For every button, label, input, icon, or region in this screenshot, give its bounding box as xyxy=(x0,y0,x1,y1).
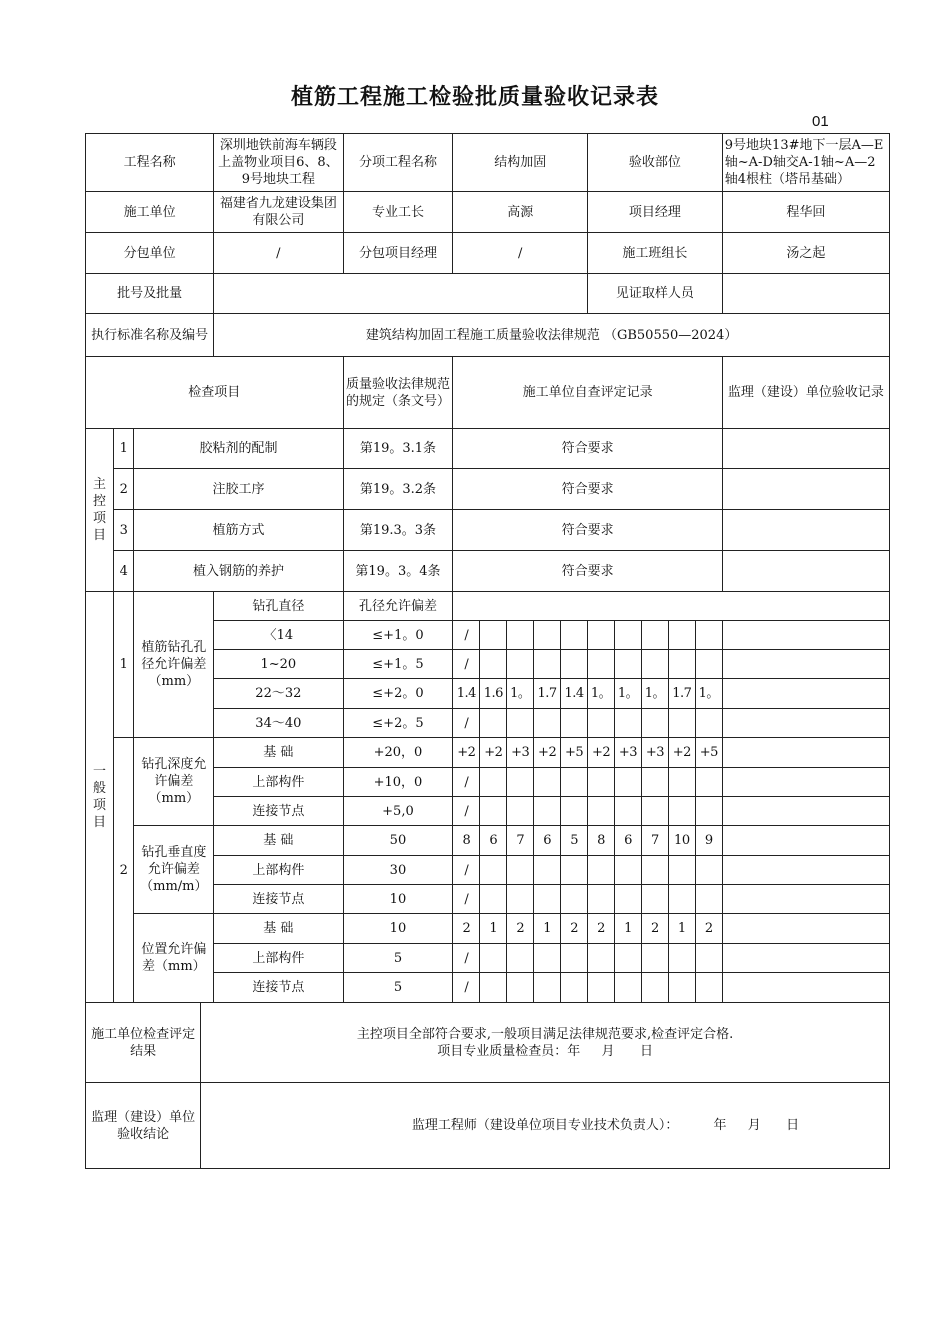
verticality-tolerance: 10 xyxy=(343,885,453,914)
general-item-supervision xyxy=(722,944,889,973)
diameter-range: 22～32 xyxy=(214,679,343,709)
general-item-supervision xyxy=(722,768,889,797)
acceptance-part-value: 9号地块13#地下一层A—E轴~A-D轴交A-1轴~A—2轴4根柱（塔吊基础） xyxy=(722,134,889,192)
measurement-value-cell: 1 xyxy=(615,914,642,944)
col-header-supervision: 监理（建设）单位验收记录 xyxy=(722,357,889,429)
project-name-value: 深圳地铁前海车辆段上盖物业项目6、8、9号地块工程 xyxy=(214,134,343,192)
measurement-value-cell xyxy=(588,973,615,1003)
measurement-value-cell xyxy=(561,650,588,679)
main-control-label: 主控项目 xyxy=(86,429,114,592)
measurement-value-cell xyxy=(641,709,668,738)
measurement-value-cell xyxy=(534,621,561,650)
general-item-supervision xyxy=(722,679,889,709)
measurement-value-cell xyxy=(588,856,615,885)
sub-unit-label: 分包单位 xyxy=(86,233,214,274)
measurement-value-cell: 1。 xyxy=(615,679,642,709)
position-tolerance: 10 xyxy=(343,914,453,944)
diameter-header-blank xyxy=(453,592,890,621)
col-header-self-check: 施工单位自查评定记录 xyxy=(453,357,722,429)
measurement-value-cell xyxy=(588,944,615,973)
measurement-value-cell xyxy=(480,650,507,679)
measurement-value-cell xyxy=(641,621,668,650)
measurement-value-cell xyxy=(480,621,507,650)
measurement-value-cell xyxy=(534,797,561,826)
general-item-supervision xyxy=(722,621,889,650)
main-item-name: 注胶工序 xyxy=(134,469,343,510)
measurement-value-cell: 2 xyxy=(695,914,722,944)
measurement-value-cell xyxy=(641,885,668,914)
measurement-value-cell xyxy=(641,797,668,826)
diameter-col1-header: 钻孔直径 xyxy=(214,592,343,621)
measurement-value-cell xyxy=(668,944,695,973)
measurement-value-cell xyxy=(695,621,722,650)
measurement-value-cell: +2 xyxy=(588,738,615,768)
self-check-conclusion xyxy=(201,1003,890,1083)
diameter-tolerance: ≤+2。5 xyxy=(343,709,453,738)
measurement-value-cell xyxy=(615,973,642,1003)
main-item-no: 1 xyxy=(114,429,134,469)
main-item-result: 符合要求 xyxy=(453,551,722,592)
position-tolerance: 5 xyxy=(343,973,453,1003)
verticality-tolerance: 30 xyxy=(343,856,453,885)
measurement-row xyxy=(86,826,890,856)
measurement-value-cell: 1 xyxy=(534,914,561,944)
measurement-value-cell: +2 xyxy=(668,738,695,768)
general-item-supervision xyxy=(722,885,889,914)
measurement-value-cell xyxy=(615,797,642,826)
measurement-value-cell xyxy=(668,885,695,914)
measurement-value-cell: 1.7 xyxy=(534,679,561,709)
general-item-supervision xyxy=(722,738,889,768)
measurement-value-cell xyxy=(561,856,588,885)
measurement-value-cell xyxy=(588,797,615,826)
general-item-supervision xyxy=(722,973,889,1003)
measurement-value-cell xyxy=(695,797,722,826)
measurement-value-cell xyxy=(534,768,561,797)
position-tolerance: 5 xyxy=(343,944,453,973)
sub-unit-value: / xyxy=(214,233,343,274)
measurement-value-cell xyxy=(695,973,722,1003)
verticality-part: 连接节点 xyxy=(214,885,343,914)
measurement-value-cell xyxy=(507,856,534,885)
measurement-value-cell: 2 xyxy=(507,914,534,944)
diameter-tolerance: ≤+1。0 xyxy=(343,621,453,650)
measurement-value-cell xyxy=(534,709,561,738)
diameter-range: 34～40 xyxy=(214,709,343,738)
measurement-value-cell: / xyxy=(453,885,480,914)
measurement-value-cell: / xyxy=(453,973,480,1003)
measurement-value-cell xyxy=(615,768,642,797)
main-item-supervision xyxy=(722,429,889,469)
measurement-value-cell xyxy=(561,768,588,797)
pm-value: 程华回 xyxy=(722,192,889,233)
measurement-value-cell xyxy=(668,650,695,679)
measurement-value-cell: 7 xyxy=(641,826,668,856)
col-header-clause: 质量验收法律规范的规定（条文号） xyxy=(343,357,453,429)
self-check-conclusion-label: 施工单位检查评定结果 xyxy=(86,1003,201,1083)
measurement-value-cell: 1。 xyxy=(641,679,668,709)
main-item-name: 胶粘剂的配制 xyxy=(134,429,343,469)
measurement-value-cell xyxy=(561,944,588,973)
measurement-value-cell xyxy=(480,797,507,826)
measurement-value-cell: / xyxy=(453,768,480,797)
measurement-value-cell: 10 xyxy=(668,826,695,856)
measurement-value-cell: 6 xyxy=(615,826,642,856)
measurement-value-cell: 1。 xyxy=(507,679,534,709)
measurement-value-cell: 6 xyxy=(480,826,507,856)
measurement-value-cell xyxy=(668,621,695,650)
main-item-supervision xyxy=(722,551,889,592)
measurement-value-cell: +3 xyxy=(615,738,642,768)
self-check-text: 主控项目全部符合要求,一般项目满足法律规范要求,检查评定合格. xyxy=(356,1026,734,1042)
measurement-value-cell xyxy=(641,944,668,973)
self-check-signer: 项目专业质量检查员：年 月 日 xyxy=(437,1043,653,1059)
measurement-value-cell xyxy=(507,973,534,1003)
verticality-group-label: 钻孔垂直度允许偏差（mm/m） xyxy=(134,826,214,914)
position-part: 基 础 xyxy=(214,914,343,944)
measurement-value-cell xyxy=(588,621,615,650)
measurement-value-cell xyxy=(534,973,561,1003)
measurement-value-cell xyxy=(507,650,534,679)
measurement-value-cell xyxy=(588,768,615,797)
measurement-value-cell xyxy=(695,709,722,738)
measurement-value-cell: +5 xyxy=(695,738,722,768)
measurement-value-cell: / xyxy=(453,650,480,679)
general-item-supervision xyxy=(722,826,889,856)
measurement-value-cell xyxy=(641,650,668,679)
supervision-conclusion-label: 监理（建设）单位验收结论 xyxy=(86,1083,201,1169)
batch-label: 批号及批量 xyxy=(86,274,214,314)
measurement-value-cell xyxy=(561,621,588,650)
diameter-group-label: 植筋钻孔孔径允许偏差（mm） xyxy=(134,592,214,738)
measurement-value-cell: 1.7 xyxy=(668,679,695,709)
measurement-value-cell: 1.6 xyxy=(480,679,507,709)
measurement-value-cell xyxy=(641,768,668,797)
measurement-value-cell: / xyxy=(453,944,480,973)
main-item-clause: 第19。3.1条 xyxy=(343,429,453,469)
general-item-no: 2 xyxy=(114,738,134,1003)
measurement-value-cell: 1.4 xyxy=(561,679,588,709)
measurement-value-cell: 1.4 xyxy=(453,679,480,709)
measurement-value-cell: 6 xyxy=(534,826,561,856)
measurement-value-cell xyxy=(534,856,561,885)
measurement-value-cell: 2 xyxy=(561,914,588,944)
measurement-value-cell xyxy=(668,797,695,826)
measurement-value-cell xyxy=(507,768,534,797)
main-item-result: 符合要求 xyxy=(453,469,722,510)
main-item-clause: 第19.3。3条 xyxy=(343,510,453,551)
main-item-result: 符合要求 xyxy=(453,429,722,469)
measurement-value-cell: 2 xyxy=(453,914,480,944)
measurement-value-cell xyxy=(615,621,642,650)
general-items-label: 一般项目 xyxy=(86,592,114,1003)
supervision-text: 监理工程师（建设单位项目专业技术负责人）： xyxy=(411,1118,679,1133)
sub-pm-label: 分包项目经理 xyxy=(343,233,453,274)
main-item-no: 3 xyxy=(114,510,134,551)
diameter-range: 〈14 xyxy=(214,621,343,650)
standard-value: 建筑结构加固工程施工质量验收法律规范 （GB50550—2024） xyxy=(214,314,890,357)
measurement-value-cell xyxy=(588,885,615,914)
measurement-value-cell: 2 xyxy=(588,914,615,944)
measurement-value-cell xyxy=(668,768,695,797)
general-item-supervision xyxy=(722,709,889,738)
measurement-value-cell xyxy=(695,650,722,679)
measurement-value-cell xyxy=(668,973,695,1003)
measurement-value-cell: 8 xyxy=(588,826,615,856)
measurement-value-cell xyxy=(695,944,722,973)
measurement-value-cell xyxy=(507,797,534,826)
supervision-conclusion xyxy=(201,1083,890,1169)
batch-value xyxy=(214,274,588,314)
main-item-supervision xyxy=(722,469,889,510)
measurement-value-cell: 1。 xyxy=(695,679,722,709)
measurement-value-cell xyxy=(561,709,588,738)
document-number: 01 xyxy=(812,113,829,130)
witness-value xyxy=(722,274,889,314)
measurement-value-cell xyxy=(534,885,561,914)
measurement-value-cell xyxy=(695,856,722,885)
depth-group-label: 钻孔深度允许偏差（mm） xyxy=(134,738,214,826)
measurement-row xyxy=(86,738,890,768)
general-item-no: 1 xyxy=(114,592,134,738)
position-group-label: 位置允许偏差（mm） xyxy=(134,914,214,1003)
measurement-value-cell xyxy=(480,856,507,885)
sub-pm-value: / xyxy=(453,233,588,274)
measurement-value-cell xyxy=(641,973,668,1003)
measurement-value-cell xyxy=(668,709,695,738)
diameter-range: 1~20 xyxy=(214,650,343,679)
col-header-item: 检查项目 xyxy=(86,357,344,429)
project-name-label: 工程名称 xyxy=(86,134,214,192)
witness-label: 见证取样人员 xyxy=(588,274,723,314)
general-item-supervision xyxy=(722,856,889,885)
measurement-value-cell: 2 xyxy=(641,914,668,944)
measurement-value-cell xyxy=(695,885,722,914)
construction-unit-value: 福建省九龙建设集团有限公司 xyxy=(214,192,343,233)
measurement-value-cell xyxy=(695,768,722,797)
measurement-value-cell: +3 xyxy=(507,738,534,768)
depth-part: 连接节点 xyxy=(214,797,343,826)
position-part: 上部构件 xyxy=(214,944,343,973)
measurement-value-cell: / xyxy=(453,797,480,826)
depth-tolerance: +10，0 xyxy=(343,768,453,797)
diameter-tolerance: ≤+1。5 xyxy=(343,650,453,679)
measurement-value-cell xyxy=(561,797,588,826)
team-leader-value: 汤之起 xyxy=(722,233,889,274)
measurement-value-cell xyxy=(615,885,642,914)
measurement-value-cell xyxy=(588,709,615,738)
subitem-value: 结构加固 xyxy=(453,134,588,192)
team-leader-label: 施工班组长 xyxy=(588,233,723,274)
measurement-value-cell xyxy=(615,944,642,973)
measurement-value-cell: 1 xyxy=(668,914,695,944)
measurement-value-cell: +3 xyxy=(641,738,668,768)
main-item-result: 符合要求 xyxy=(453,510,722,551)
measurement-value-cell: 7 xyxy=(507,826,534,856)
depth-part: 上部构件 xyxy=(214,768,343,797)
main-item-clause: 第19。3。4条 xyxy=(343,551,453,592)
measurement-value-cell xyxy=(480,885,507,914)
measurement-value-cell: / xyxy=(453,856,480,885)
measurement-value-cell: / xyxy=(453,621,480,650)
measurement-value-cell: +2 xyxy=(453,738,480,768)
measurement-value-cell: +5 xyxy=(561,738,588,768)
depth-part: 基 础 xyxy=(214,738,343,768)
measurement-value-cell xyxy=(534,944,561,973)
measurement-value-cell xyxy=(534,650,561,679)
measurement-value-cell xyxy=(507,944,534,973)
main-item-clause: 第19。3.2条 xyxy=(343,469,453,510)
standard-label: 执行标准名称及编号 xyxy=(86,314,214,357)
measurement-value-cell xyxy=(588,650,615,679)
construction-unit-label: 施工单位 xyxy=(86,192,214,233)
diameter-col2-header: 孔径允许偏差 xyxy=(343,592,453,621)
measurement-value-cell: / xyxy=(453,709,480,738)
measurement-value-cell xyxy=(480,944,507,973)
main-item-supervision xyxy=(722,510,889,551)
supervision-date: 年 月 日 xyxy=(713,1118,800,1133)
measurement-value-cell: 9 xyxy=(695,826,722,856)
measurement-value-cell xyxy=(507,885,534,914)
verticality-part: 上部构件 xyxy=(214,856,343,885)
general-item-supervision xyxy=(722,650,889,679)
page-title: 植筋工程施工检验批质量验收记录表 xyxy=(290,85,659,110)
measurement-value-cell xyxy=(615,856,642,885)
measurement-value-cell xyxy=(480,768,507,797)
acceptance-part-label: 验收部位 xyxy=(588,134,723,192)
measurement-value-cell: +2 xyxy=(534,738,561,768)
measurement-value-cell: 1 xyxy=(480,914,507,944)
measurement-value-cell xyxy=(615,709,642,738)
general-item-supervision xyxy=(722,914,889,944)
measurement-value-cell xyxy=(615,650,642,679)
acceptance-record-table xyxy=(85,133,890,1169)
main-item-name: 植筋方式 xyxy=(134,510,343,551)
depth-tolerance: +5,0 xyxy=(343,797,453,826)
measurement-value-cell xyxy=(668,856,695,885)
verticality-part: 基 础 xyxy=(214,826,343,856)
subitem-label: 分项工程名称 xyxy=(343,134,453,192)
measurement-value-cell: +2 xyxy=(480,738,507,768)
foreman-label: 专业工长 xyxy=(343,192,453,233)
measurement-value-cell: 5 xyxy=(561,826,588,856)
main-item-name: 植入钢筋的养护 xyxy=(134,551,343,592)
position-part: 连接节点 xyxy=(214,973,343,1003)
measurement-value-cell xyxy=(507,621,534,650)
measurement-value-cell xyxy=(561,885,588,914)
pm-label: 项目经理 xyxy=(588,192,723,233)
measurement-value-cell xyxy=(507,709,534,738)
main-item-no: 4 xyxy=(114,551,134,592)
measurement-value-cell xyxy=(641,856,668,885)
main-item-no: 2 xyxy=(114,469,134,510)
measurement-value-cell xyxy=(480,709,507,738)
measurement-value-cell xyxy=(480,973,507,1003)
measurement-value-cell xyxy=(561,973,588,1003)
measurement-value-cell: 8 xyxy=(453,826,480,856)
foreman-value: 高源 xyxy=(453,192,588,233)
measurement-row xyxy=(86,914,890,944)
verticality-tolerance: 50 xyxy=(343,826,453,856)
general-item-supervision xyxy=(722,797,889,826)
diameter-tolerance: ≤+2。0 xyxy=(343,679,453,709)
measurement-value-cell: 1。 xyxy=(588,679,615,709)
depth-tolerance: +20，0 xyxy=(343,738,453,768)
